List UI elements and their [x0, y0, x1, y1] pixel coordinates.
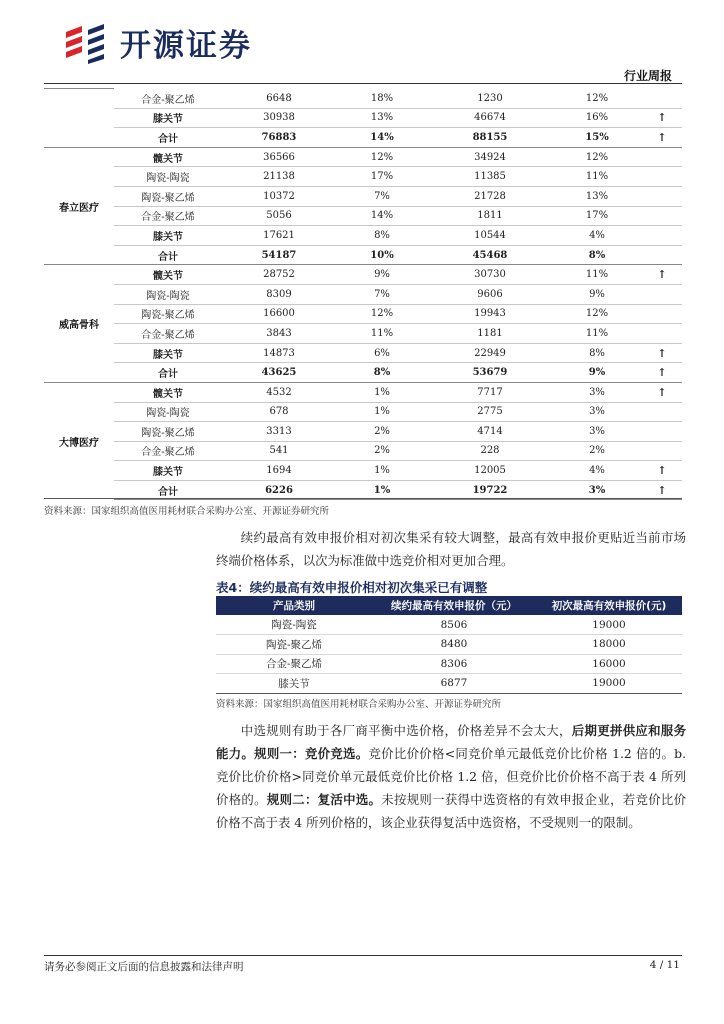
- table-cell: 9606: [428, 284, 552, 304]
- table-cell: 6%: [336, 343, 428, 363]
- table-cell: 7%: [336, 284, 428, 304]
- trend-up-icon: [642, 245, 682, 265]
- table-cell: 2775: [428, 402, 552, 422]
- table-cell: 膝关节: [216, 674, 372, 694]
- product-category: 陶瓷-陶瓷: [114, 402, 222, 422]
- logo-text: 开源证券: [120, 27, 252, 64]
- rule-two-heading: 规则二：复活中选。: [266, 792, 382, 807]
- table-cell: 8309: [222, 284, 336, 304]
- table4-header-category: 产品类别: [216, 596, 372, 615]
- table-cell: 19943: [428, 304, 552, 324]
- table-cell: 17621: [222, 226, 336, 246]
- paragraph-renewal-price: 续约最高有效申报价相对初次集采有较大调整，最高有效申报价更贴近当前市场终端价格体系，以次为标准做中选竞价相对更加合理。: [216, 530, 686, 568]
- rule-two-text: 未按规则一获得中选资格的有效申报企业，若竞价比价价格不高于表 4 所列价格的，该企业获得复活中选资格，不受规则一的限制。: [216, 792, 687, 830]
- trend-up-icon: ↑: [642, 461, 682, 481]
- table-cell: 12%: [336, 147, 428, 167]
- table-cell: 8506: [372, 615, 536, 635]
- table-cell: 12%: [552, 304, 642, 324]
- table-cell: 11%: [552, 265, 642, 285]
- table-cell: 1%: [336, 402, 428, 422]
- table-row: [44, 89, 682, 109]
- table1-bottom-rule: [44, 498, 682, 499]
- table-row: [216, 654, 682, 674]
- table-cell: 30730: [428, 265, 552, 285]
- table-cell: 14873: [222, 343, 336, 363]
- table-cell: 11%: [336, 324, 428, 344]
- table-cell: 8306: [372, 654, 536, 674]
- table-cell: 7717: [428, 382, 552, 402]
- max-price-table: [216, 596, 682, 694]
- table-row: [44, 402, 682, 422]
- table4-title: 表4：续约最高有效申报价相对初次集采已有调整: [216, 580, 488, 595]
- product-category: 合计: [114, 363, 222, 383]
- table-cell: 36566: [222, 147, 336, 167]
- product-category: 合计: [114, 480, 222, 500]
- table-cell: 12%: [552, 89, 642, 109]
- trend-up-icon: [642, 167, 682, 187]
- table-row: [44, 304, 682, 324]
- table-cell: 16000: [536, 654, 682, 674]
- table-cell: 76883: [222, 128, 336, 148]
- table-cell: 5056: [222, 206, 336, 226]
- table4-source: 资料来源：国家组织高值医用耗材联合采购办公室、开源证券研究所: [216, 699, 502, 710]
- table-cell: 1694: [222, 461, 336, 481]
- table-cell: 1%: [336, 461, 428, 481]
- trend-up-icon: [642, 89, 682, 109]
- table-cell: 1%: [336, 480, 428, 500]
- table-cell: 46674: [428, 108, 552, 128]
- table-cell: 15%: [552, 128, 642, 148]
- table-cell: 45468: [428, 245, 552, 265]
- table-cell: 14%: [336, 128, 428, 148]
- table-row: [44, 343, 682, 363]
- table1-source: 资料来源：国家组织高值医用耗材联合采购办公室、开源证券研究所: [44, 506, 330, 517]
- table-cell: 88155: [428, 128, 552, 148]
- table-cell: 11%: [552, 324, 642, 344]
- logo-mark-icon: [62, 20, 114, 64]
- table-cell: 陶瓷-陶瓷: [216, 615, 372, 635]
- table-cell: 18%: [336, 89, 428, 109]
- table-cell: 678: [222, 402, 336, 422]
- table4-header-renewal-price: 续约最高有效申报价（元）: [372, 596, 536, 615]
- table-cell: 34924: [428, 147, 552, 167]
- table-cell: 9%: [552, 284, 642, 304]
- product-category: 合计: [114, 128, 222, 148]
- product-category: 合计: [114, 245, 222, 265]
- footer-disclaimer: 请务必参阅正文后面的信息披露和法律声明: [44, 961, 244, 973]
- trend-up-icon: ↑: [642, 265, 682, 285]
- table-cell: 9%: [336, 265, 428, 285]
- table-cell: 12%: [552, 147, 642, 167]
- company-logo: [62, 20, 252, 64]
- table-cell: 8%: [552, 245, 642, 265]
- table-row: [216, 635, 682, 655]
- table-cell: 6226: [222, 480, 336, 500]
- table-cell: 11385: [428, 167, 552, 187]
- table-cell: 16600: [222, 304, 336, 324]
- table-cell: 28752: [222, 265, 336, 285]
- table-cell: 8480: [372, 635, 536, 655]
- product-category: 髋关节: [114, 147, 222, 167]
- table-row: [44, 284, 682, 304]
- table-cell: 30938: [222, 108, 336, 128]
- table-cell: 6877: [372, 674, 536, 694]
- product-category: 膝关节: [114, 226, 222, 246]
- table-cell: 22949: [428, 343, 552, 363]
- rules-emphasis-1: 后期更拼供应和服务能力。: [216, 723, 687, 761]
- header-divider: [44, 83, 682, 84]
- table-cell: 3%: [552, 422, 642, 442]
- company-share-table: [44, 88, 682, 500]
- table-cell: 3%: [552, 480, 642, 500]
- trend-up-icon: ↑: [642, 382, 682, 402]
- table-cell: 1811: [428, 206, 552, 226]
- trend-up-icon: [642, 422, 682, 442]
- table-row: [44, 363, 682, 383]
- table-row: [44, 147, 682, 167]
- table-cell: 12005: [428, 461, 552, 481]
- trend-up-icon: ↑: [642, 108, 682, 128]
- table-cell: 10372: [222, 186, 336, 206]
- table-cell: 2%: [552, 441, 642, 461]
- company-name: [44, 89, 114, 148]
- table-cell: 陶瓷-聚乙烯: [216, 635, 372, 655]
- table-cell: 8%: [336, 363, 428, 383]
- table-cell: 3843: [222, 324, 336, 344]
- table-row: [44, 461, 682, 481]
- trend-up-icon: ↑: [642, 363, 682, 383]
- company-name: 威高骨科: [44, 265, 114, 383]
- table-cell: 4714: [428, 422, 552, 442]
- table-cell: 4%: [552, 226, 642, 246]
- table-row: [44, 167, 682, 187]
- trend-up-icon: ↑: [642, 343, 682, 363]
- table-row: [44, 441, 682, 461]
- product-category: 陶瓷-聚乙烯: [114, 186, 222, 206]
- table-cell: 13%: [336, 108, 428, 128]
- company-name: 春立医疗: [44, 147, 114, 265]
- product-category: 陶瓷-陶瓷: [114, 167, 222, 187]
- table-cell: 8%: [552, 343, 642, 363]
- table-row: [44, 382, 682, 402]
- table-cell: 3%: [552, 382, 642, 402]
- table-cell: 19000: [536, 674, 682, 694]
- table-cell: 2%: [336, 422, 428, 442]
- table-cell: 18000: [536, 635, 682, 655]
- trend-up-icon: [642, 147, 682, 167]
- table-cell: 11%: [552, 167, 642, 187]
- product-category: 陶瓷-聚乙烯: [114, 422, 222, 442]
- table-cell: 6648: [222, 89, 336, 109]
- table-cell: 1181: [428, 324, 552, 344]
- product-category: 膝关节: [114, 108, 222, 128]
- footer-divider: [44, 955, 682, 956]
- table-row: [44, 128, 682, 148]
- table-row: [216, 615, 682, 635]
- table-cell: 3313: [222, 422, 336, 442]
- table-row: [44, 324, 682, 344]
- table-cell: 54187: [222, 245, 336, 265]
- table-cell: 13%: [552, 186, 642, 206]
- trend-up-icon: [642, 304, 682, 324]
- table-cell: 541: [222, 441, 336, 461]
- trend-up-icon: [642, 324, 682, 344]
- product-category: 陶瓷-陶瓷: [114, 284, 222, 304]
- table-cell: 53679: [428, 363, 552, 383]
- product-category: 合金-聚乙烯: [114, 441, 222, 461]
- trend-up-icon: [642, 206, 682, 226]
- table-row: [44, 186, 682, 206]
- table-row: [44, 422, 682, 442]
- table-cell: 合金-聚乙烯: [216, 654, 372, 674]
- table-cell: 19000: [536, 615, 682, 635]
- product-category: 合金-聚乙烯: [114, 324, 222, 344]
- table-row: [44, 245, 682, 265]
- rule-one-text: 竞价比价价格<同竞价单元最低竞价比价格 1.2 倍的。b.竞价比价价格>同竞价单元最低竞价比价格 1.2 倍，但竞价比价价格不高于表 4 所列价格的。: [216, 746, 687, 807]
- table-cell: 228: [428, 441, 552, 461]
- rule-one-heading: 规则一：竞价竞选。: [254, 746, 369, 761]
- table-cell: 1%: [336, 382, 428, 402]
- table-row: [44, 108, 682, 128]
- table-cell: 17%: [336, 167, 428, 187]
- table-row: [44, 226, 682, 246]
- product-category: 髋关节: [114, 265, 222, 285]
- table-cell: 2%: [336, 441, 428, 461]
- table-cell: 14%: [336, 206, 428, 226]
- table-cell: 4%: [552, 461, 642, 481]
- table-cell: 43625: [222, 363, 336, 383]
- paragraph-selection-rules: [216, 719, 686, 834]
- trend-up-icon: [642, 441, 682, 461]
- table4-header-initial-price: 初次最高有效申报价(元): [536, 596, 682, 615]
- company-name: 大博医疗: [44, 382, 114, 500]
- product-category: 髋关节: [114, 382, 222, 402]
- table-cell: 8%: [336, 226, 428, 246]
- product-category: 陶瓷-聚乙烯: [114, 304, 222, 324]
- trend-up-icon: ↑: [642, 480, 682, 500]
- report-type-label: 行业周报: [623, 69, 672, 83]
- table-row: [44, 265, 682, 285]
- table-cell: 12%: [336, 304, 428, 324]
- table-cell: 16%: [552, 108, 642, 128]
- product-category: 膝关节: [114, 343, 222, 363]
- trend-up-icon: [642, 402, 682, 422]
- table-cell: 3%: [552, 402, 642, 422]
- table-cell: 10%: [336, 245, 428, 265]
- product-category: 合金-聚乙烯: [114, 206, 222, 226]
- rules-text-1: 中选规则有助于各厂商平衡中选价格，价格差异不会太大，: [240, 723, 572, 738]
- table-row: [44, 206, 682, 226]
- trend-up-icon: [642, 226, 682, 246]
- table-cell: 7%: [336, 186, 428, 206]
- table-cell: 1230: [428, 89, 552, 109]
- table-cell: 17%: [552, 206, 642, 226]
- product-category: 合金-聚乙烯: [114, 89, 222, 109]
- table-cell: 9%: [552, 363, 642, 383]
- page-number: 4 / 11: [649, 959, 680, 971]
- trend-up-icon: [642, 186, 682, 206]
- table-cell: 19722: [428, 480, 552, 500]
- table-cell: 21138: [222, 167, 336, 187]
- table-cell: 21728: [428, 186, 552, 206]
- trend-up-icon: ↑: [642, 128, 682, 148]
- product-category: 膝关节: [114, 461, 222, 481]
- table-row: [216, 674, 682, 694]
- trend-up-icon: [642, 284, 682, 304]
- table-cell: 4532: [222, 382, 336, 402]
- table-cell: 10544: [428, 226, 552, 246]
